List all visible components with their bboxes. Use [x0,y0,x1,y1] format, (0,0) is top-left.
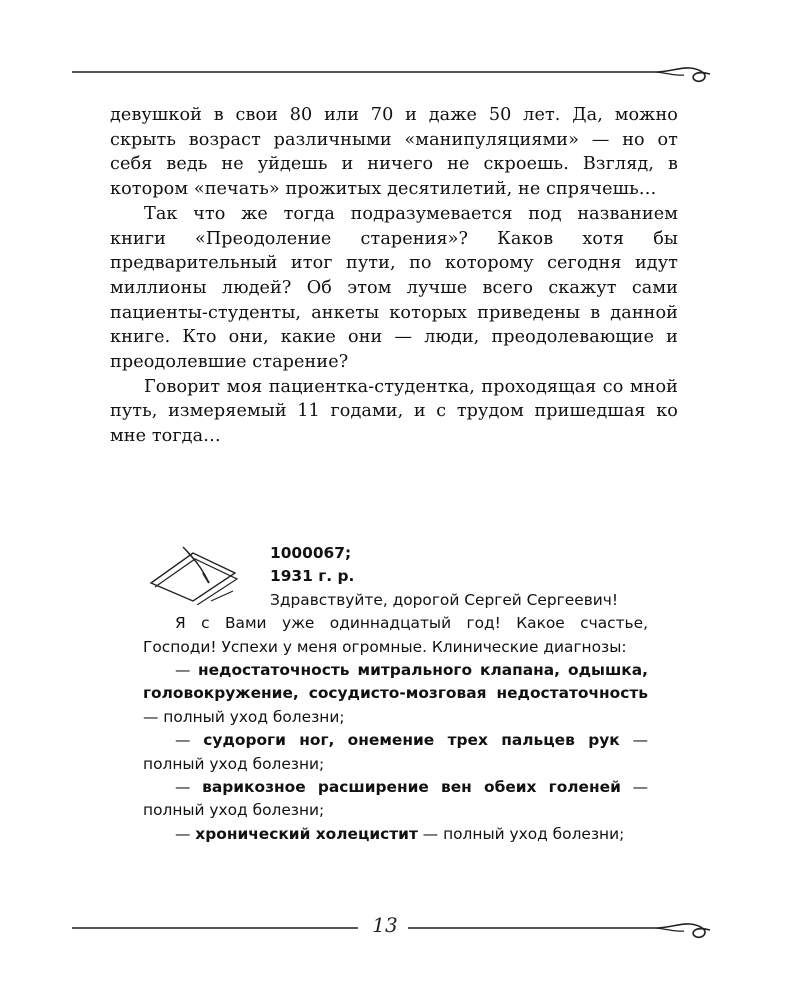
page-number: 13 [372,913,398,937]
diagnosis-name: судороги ног, онемение трех пальцев рук [203,731,620,750]
body-text [110,103,678,449]
letter-intro: Я с Вами уже одиннадцатый год! Какое счастье, Господи! Успехи у меня огромные. Клинические диагнозы: [143,614,648,656]
diagnosis-dash: — [175,661,198,680]
diagnosis-dash: — [175,778,203,797]
diagnosis-result: — полный уход болезни; [417,824,625,843]
diagnosis-item [143,776,648,823]
diagnosis-result: — полный уход болезни; [143,731,648,773]
diagnosis-dash: — [175,731,204,750]
letter-greeting: Здравствуйте, дорогой Сергей Сергеевич! [270,590,619,609]
diagnosis-name: хронический холецистит [195,824,418,843]
diagnosis-item [143,729,648,776]
letter-birth-year: 1931 г. р. [270,567,355,586]
diagnosis-name: варикозное расширение вен обеих голеней [202,778,621,797]
letter [143,542,648,846]
body-paragraph-1: девушкой в свои 80 или 70 и даже 50 лет. Да, можно скрыть возраст различными «манипуляциями» — но от себя ведь не уйдешь и ничего не скроешь. Взгляд, в котором «печать» прожитых десятилетий, не спрячешь… [110,105,678,200]
diagnosis-result: — полный уход болезни; [143,778,648,820]
diagnosis-item [143,659,648,729]
diagnosis-name: недостаточность митрального клапана, одышка, головокружение, сосудисто-мозговая недостаточность [143,661,648,703]
diagnosis-dash: — [175,824,196,843]
diagnosis-item [143,823,648,846]
diagnosis-result: — полный уход болезни; [143,707,345,726]
letter-id: 1000067; [270,544,352,562]
body-paragraph-3: Говорит моя пациентка-студентка, проходящая со мной путь, измеряемый 11 годами, и с трудом пришедшая ко мне тогда… [110,376,678,447]
body-paragraph-2: Так что же тогда подразумевается под названием книги «Преодоление старения»? Каков хотя бы предварительный итог пути, по которому сегодня идут миллионы людей? Об этом лучше всего скажут сами пациенты-студенты, анкеты которых приведены в данной книге. Кто они, какие они — люди, преодолевающие и преодолевшие старение? [110,203,678,373]
